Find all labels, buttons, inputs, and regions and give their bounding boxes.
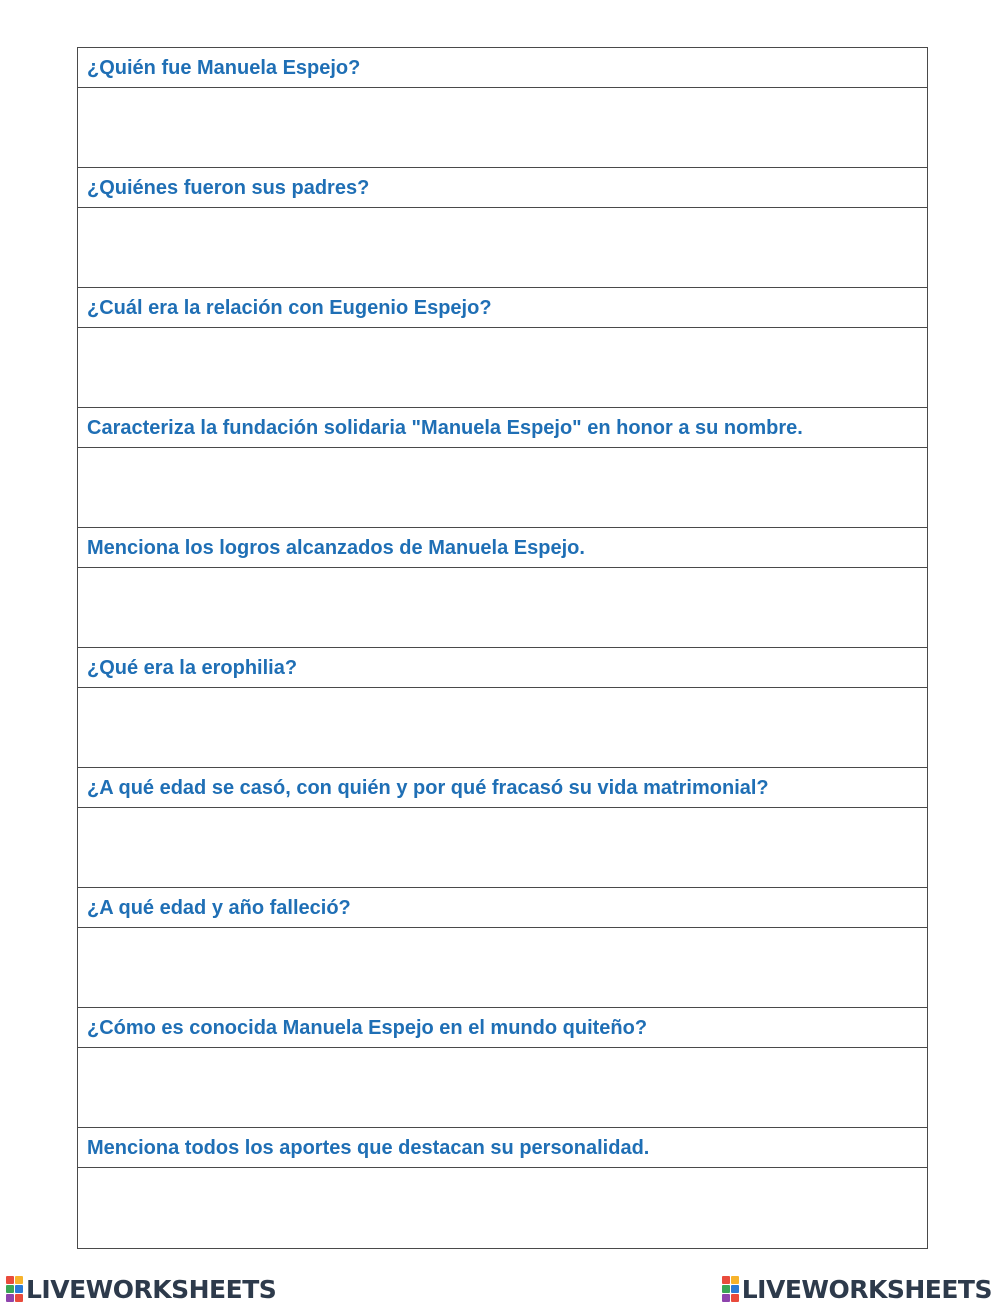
question-8: ¿A qué edad y año falleció?	[78, 888, 927, 928]
answer-box-1[interactable]	[78, 88, 927, 168]
brand-name: LIVEWORKSHEETS	[741, 1274, 992, 1304]
logo-square	[6, 1285, 14, 1293]
question-1: ¿Quién fue Manuela Espejo?	[78, 48, 927, 88]
question-5: Menciona los logros alcanzados de Manuela Espejo.	[78, 528, 927, 568]
answer-box-10[interactable]	[78, 1168, 927, 1248]
question-7: ¿A qué edad se casó, con quién y por qué fracasó su vida matrimonial?	[78, 768, 927, 808]
logo-square	[731, 1285, 739, 1293]
answer-box-6[interactable]	[78, 688, 927, 768]
answer-box-9[interactable]	[78, 1048, 927, 1128]
logo-square	[722, 1294, 730, 1302]
question-9: ¿Cómo es conocida Manuela Espejo en el mundo quiteño?	[78, 1008, 927, 1048]
logo-square	[731, 1276, 739, 1284]
logo-square	[722, 1276, 730, 1284]
answer-box-3[interactable]	[78, 328, 927, 408]
question-3: ¿Cuál era la relación con Eugenio Espejo?	[78, 288, 927, 328]
footer-logo-left	[6, 1275, 276, 1303]
brand-name: LIVEWORKSHEETS	[26, 1274, 277, 1304]
question-6: ¿Qué era la erophilia?	[78, 648, 927, 688]
question-4: Caracteriza la fundación solidaria "Manuela Espejo" en honor a su nombre.	[78, 408, 927, 448]
question-2: ¿Quiénes fueron sus padres?	[78, 168, 927, 208]
answer-box-4[interactable]	[78, 448, 927, 528]
logo-square	[15, 1285, 23, 1293]
answer-box-7[interactable]	[78, 808, 927, 888]
question-10: Menciona todos los aportes que destacan su personalidad.	[78, 1128, 927, 1168]
answer-box-2[interactable]	[78, 208, 927, 288]
logo-square	[15, 1294, 23, 1302]
logo-square	[731, 1294, 739, 1302]
answer-box-8[interactable]	[78, 928, 927, 1008]
liveworksheets-logo-icon	[6, 1276, 23, 1302]
logo-square	[722, 1285, 730, 1293]
answer-box-5[interactable]	[78, 568, 927, 648]
worksheet-table	[77, 47, 928, 1249]
logo-square	[15, 1276, 23, 1284]
logo-square	[6, 1294, 14, 1302]
liveworksheets-logo-icon	[722, 1276, 739, 1302]
footer-logo-right	[722, 1275, 992, 1303]
logo-square	[6, 1276, 14, 1284]
